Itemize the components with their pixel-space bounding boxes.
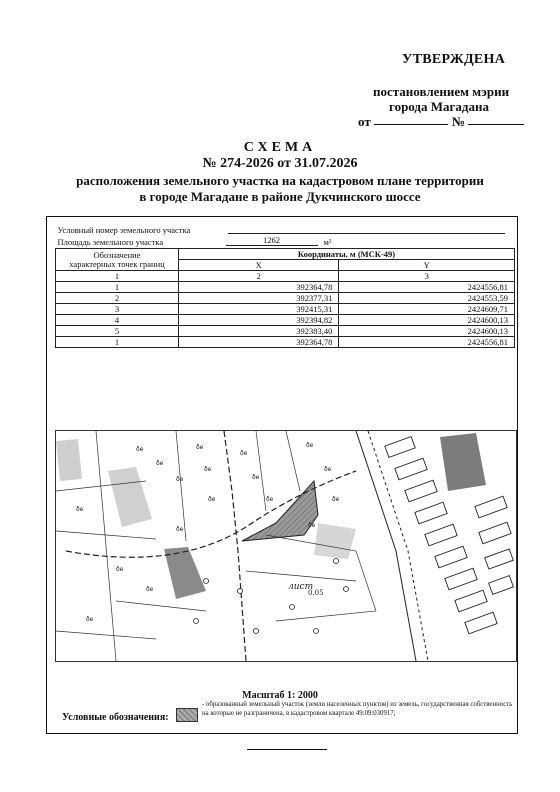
svg-text:ðe: ðe [252,474,260,481]
svg-text:ðe: ðe [136,446,144,453]
scheme-subtitle-1: расположения земельного участка на кадастровом плане территории [76,173,484,188]
point-cell: 1 [56,337,179,348]
approval-number-label: № [452,114,466,129]
y-cell: 2424556,81 [339,282,515,293]
svg-text:ðe: ðe [176,476,184,483]
area-value: 1262 [226,235,318,246]
light-parcel [108,467,152,527]
col-number: 3 [339,271,515,282]
point-cell: 5 [56,326,179,337]
point-cell: 4 [56,315,179,326]
conditional-number-blank [228,233,505,234]
x-cell: 392415,31 [179,304,339,315]
scheme-number: № 274-2026 от 31.07.2026 [202,156,358,171]
col-number: 2 [179,271,339,282]
svg-text:ðe: ðe [324,466,332,473]
svg-text:ðe: ðe [76,506,84,513]
cadastral-map [55,430,517,662]
svg-text:ðe: ðe [332,496,340,503]
svg-text:ðe: ðe [306,442,314,449]
dark-parcel [440,433,486,491]
legend-label: Условные обозначения: [62,712,169,723]
table-row [56,304,515,315]
approval-line-2: города Магадана [389,99,490,114]
point-header-1: Обозначение [93,249,141,260]
point-cell: 3 [56,304,179,315]
approval-heading: УТВЕРЖДЕНА [402,52,506,67]
svg-text:ðe: ðe [176,526,184,533]
road-line [368,431,428,661]
x-cell: 392377,31 [179,293,339,304]
light-parcel [56,439,82,481]
approval-date-blank [374,124,448,125]
svg-text:ðe: ðe [116,566,124,573]
point-header-2: характерных точек границ [69,258,165,269]
legend-text: - образованный земельный участок (земли населенных пунктов) из земель, государственная собственность на которые не разграничена, в кадастровом квартале 49:09:030917; [202,701,513,717]
svg-text:ðe: ðe [208,496,216,503]
y-cell: 2424600,13 [339,326,515,337]
y-cell: 2424553,59 [339,293,515,304]
road-line [356,431,416,661]
scheme-subtitle-2: в городе Магадане в районе Дукчинского шоссе [139,189,421,204]
table-row [56,326,515,337]
svg-text:ðe: ðe [204,466,212,473]
y-cell: 2424556,81 [339,337,515,348]
x-cell: 392364,78 [179,337,339,348]
x-cell: 392383,40 [179,326,339,337]
x-cell: 392364,78 [179,282,339,293]
coords-header: Координаты, м (МСК-49) [179,249,515,260]
y-cell: 2424600,13 [339,315,515,326]
light-parcel [314,523,356,559]
road-line [224,431,246,661]
scheme-title: СХЕМА [243,140,317,155]
area-label: Площадь земельного участка [57,237,164,247]
point-cell: 2 [56,293,179,304]
formed-parcel [242,481,318,541]
point-markers [194,559,349,634]
table-row [56,293,515,304]
svg-text:ðe: ðe [308,522,316,529]
svg-text:ðe: ðe [156,460,164,467]
x-cell: 392394,82 [179,315,339,326]
conditional-number-label: Условный номер земельного участка [57,225,191,235]
y-cell: 2424609,71 [339,304,515,315]
svg-text:ðe: ðe [240,450,248,457]
sheet-fraction: 0.05 [308,589,324,597]
svg-text:ðe: ðe [196,444,204,451]
svg-text:ðe: ðe [146,586,154,593]
approval-number-blank [468,124,524,125]
table-row [56,282,515,293]
cadastral-map-drawing [56,431,516,661]
signature-line [247,749,327,750]
area-unit: м² [323,237,332,247]
col-number: 1 [56,271,179,282]
table-row [56,337,515,348]
approval-date-label: от [358,114,371,129]
point-cell: 1 [56,282,179,293]
approval-line-1: постановлением мэрии [373,84,510,99]
table-row [56,315,515,326]
svg-text:ðe: ðe [266,496,274,503]
sheet-label: лист [288,582,314,592]
x-header: X [179,260,339,271]
y-header: Y [339,260,515,271]
coordinates-table [55,224,515,348]
legend-swatch [176,708,198,722]
map-scale: Масштаб 1: 2000 [242,690,318,701]
svg-text:ðe: ðe [86,616,94,623]
